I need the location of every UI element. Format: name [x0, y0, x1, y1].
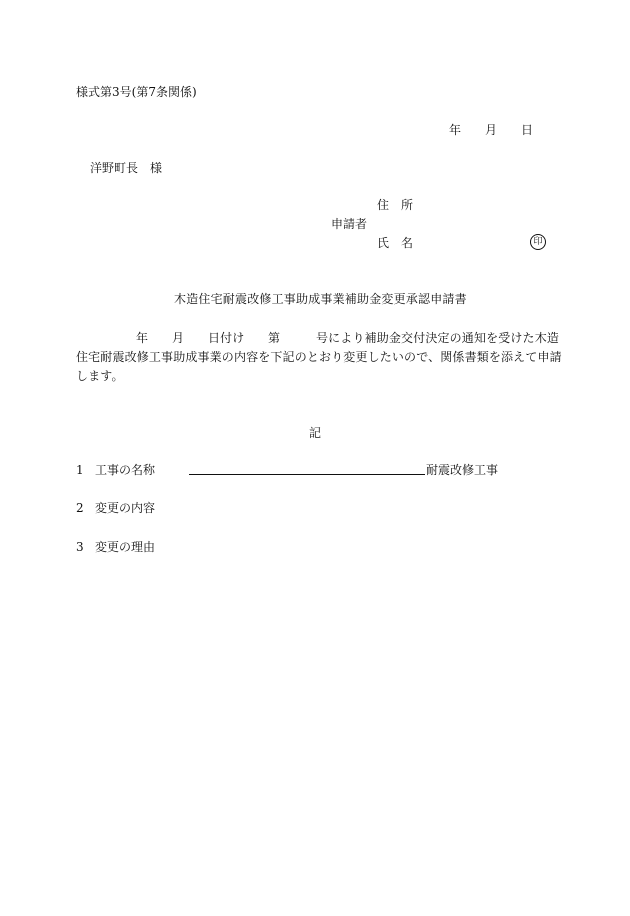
item-1-underline-field [189, 474, 425, 475]
body-month: 月 [172, 331, 185, 345]
item-2-number: 2 [76, 501, 84, 515]
seal-mark: 印 [530, 234, 546, 250]
item-1-number: 1 [76, 463, 84, 477]
body-line-2: 住宅耐震改修工事助成事業の内容を下記のとおり変更したいので、関係書類を添えて申請 [76, 350, 562, 364]
ki-heading: 記 [309, 426, 322, 440]
body-day: 日付け [208, 331, 245, 345]
addressee: 洋野町長 様 [90, 161, 163, 175]
item-3-label: 変更の理由 [95, 540, 156, 554]
body-number: 第 [268, 331, 281, 345]
item-3-number: 3 [76, 540, 84, 554]
document-title: 木造住宅耐震改修工事助成事業補助金変更承認申請書 [174, 292, 467, 306]
item-2-label: 変更の内容 [95, 501, 156, 515]
item-1-label: 工事の名称 [95, 463, 156, 477]
item-1 [76, 462, 155, 478]
date-year-label: 年 [449, 123, 462, 137]
address-label: 住 所 [377, 198, 414, 212]
body-line-1-rest: 号により補助金交付決定の通知を受けた木造 [316, 331, 560, 345]
item-1-suffix: 耐震改修工事 [426, 463, 499, 477]
body-line-3: します。 [76, 369, 124, 383]
body-year: 年 [136, 331, 149, 345]
form-number: 様式第3号(第7条関係) [76, 85, 197, 99]
item-2 [76, 500, 155, 516]
date-month-label: 月 [485, 123, 498, 137]
date-day-label: 日 [521, 123, 534, 137]
item-3 [76, 539, 155, 555]
applicant-label: 申請者 [331, 217, 368, 231]
name-label: 氏 名 [377, 236, 414, 250]
body-line-1 [76, 330, 559, 346]
